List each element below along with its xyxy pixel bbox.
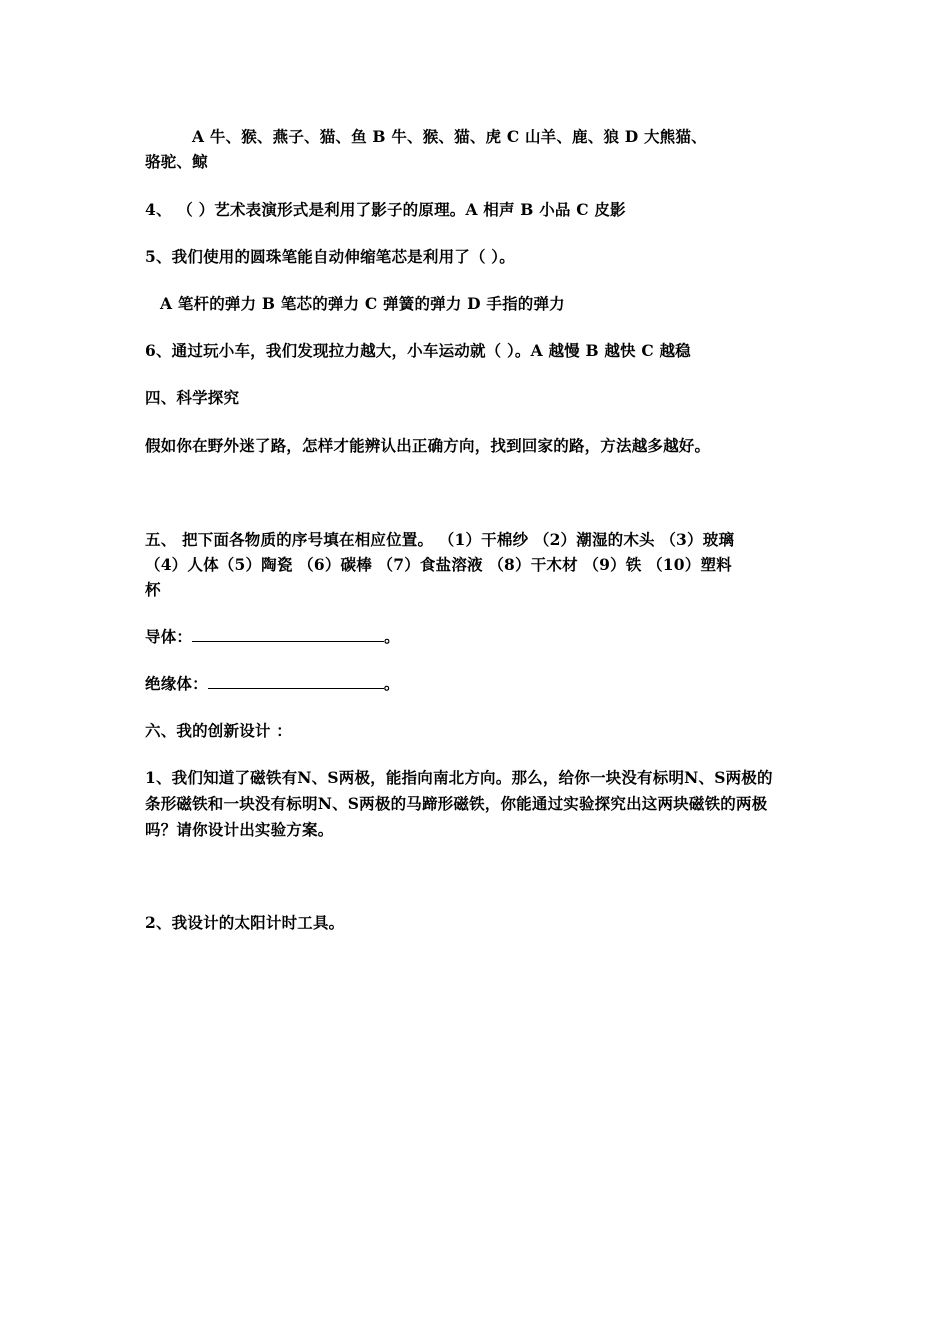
insulator-label: 绝缘体： [145,674,208,693]
section-5-line1: 五、 把下面各物质的序号填在相应位置。 （1）干棉纱 （2）潮湿的木头 （3）玻璃 [145,530,735,549]
section-4-heading: 四、科学探究 [145,388,240,407]
section-5-line3: 杯 [145,580,161,599]
insulator-blank[interactable] [208,674,384,689]
section-6-q1-line2: 条形磁铁和一块没有标明N、S两极的马蹄形磁铁，你能通过实验探究出这两块磁铁的两极 [145,794,768,813]
conductor-end-mark: 。 [384,627,400,646]
insulator-end-mark: 。 [383,674,400,693]
q3-options-line1: A 牛、猴、燕子、猫、鱼 B 牛、猴、猫、虎 C 山羊、鹿、狼 D 大熊猫、 [192,127,707,146]
conductor-row [145,627,400,647]
conductor-blank[interactable] [192,627,384,642]
question-5: 5、我们使用的圆珠笔能自动伸缩笔芯是利用了（ ）。 [145,247,515,266]
question-4: 4、 （ ）艺术表演形式是利用了影子的原理。A 相声 B 小品 C 皮影 [145,200,626,219]
section-6-q2: 2、我设计的太阳计时工具。 [145,913,345,932]
q3-options-line2: 骆驼、鲸 [145,152,208,171]
insulator-row [145,674,400,694]
conductor-label: 导体： [145,627,193,646]
section-6-q1-line1: 1、我们知道了磁铁有N、S两极，能指向南北方向。那么，给你一块没有标明N、S两极的 [145,768,773,787]
question-5-options: A 笔杆的弹力 B 笔芯的弹力 C 弹簧的弹力 D 手指的弹力 [160,294,565,313]
section-5-line2: （4）人体（5）陶瓷 （6）碳棒 （7）食盐溶液 （8）干木材 （9）铁 （10）塑料 [145,555,732,574]
section-4-prompt: 假如你在野外迷了路，怎样才能辨认出正确方向，找到回家的路，方法越多越好。 [145,436,711,455]
section-6-q1-line3: 吗？请你设计出实验方案。 [145,820,334,839]
section-6-heading: 六、我的创新设计 ： [145,721,292,740]
question-6: 6、通过玩小车，我们发现拉力越大，小车运动就（ ）。A 越慢 B 越快 C 越稳 [145,341,691,360]
